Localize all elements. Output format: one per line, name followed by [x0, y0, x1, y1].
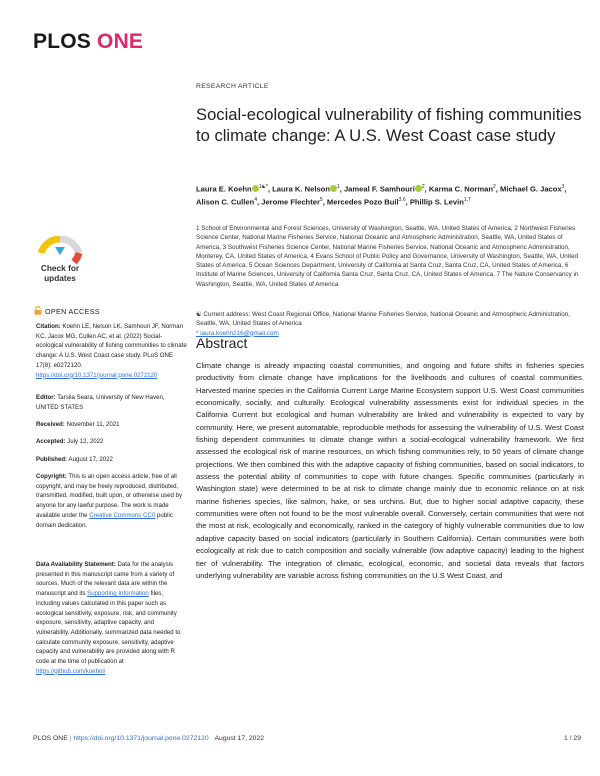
article-title: Social-ecological vulnerability of fishing communities to climate change: A U.S. West Coast case study: [196, 105, 582, 145]
abstract-heading: Abstract: [196, 335, 248, 351]
editor-block: Editor: Tarsila Seara, University of New Haven, UNITED STATES: [36, 394, 165, 411]
citation-doi-link[interactable]: https://doi.org/10.1371/journal.pone.0272120: [36, 371, 158, 379]
orcid-icon[interactable]: [252, 185, 259, 192]
received-block: Received: November 11, 2021: [36, 421, 120, 428]
affiliations: 1 School of Environmental and Forest Sciences, University of Washington, Seattle, WA, United States of America, 2 Northwest Fisheries Science Center, National Marine Fisheries Service, National Oceanic and Atmospheric Administration, Seattle, WA, United States of America, 3 Southwest Fisheries Science Center, National Marine Fisheries Service, National Oceanic and Atmospheric Administration, Monterey, CA, United States of America, 4 Evans School of Public Policy and Governance, University of Washington, Seattle, WA, United States of America, 5 Ocean Sciences Department, University of California at Santa Cruz, Santa Cruz, CA, United States of America, 6 Institute of Marine Sciences, University of California Santa Cruz, Santa Cruz, CA, United States of America, 7 The Nature Conservancy in Washington, Seattle, WA, United States of America: [196, 225, 579, 288]
check-for-updates-label[interactable]: Check for updates: [40, 263, 80, 283]
accepted-block: Accepted: July 12, 2022: [36, 438, 104, 445]
logo-plos: PLOS: [33, 30, 91, 53]
open-lock-icon: [34, 306, 42, 315]
citation-block: Citation: Koehn LE, Nelson LK, Samhouri JF, Norman KC, Jacox MG, Cullen AC, et al. (2022) Social-ecological vulnerability of fishing communities to climate change: A U.S. West Coast case study. PLoS ONE 17(8): e0272120. https://doi.org/10.1371/journal.pone.0272120: [36, 323, 187, 379]
copyright-block: Copyright: This is an open access article, free of all copyright, and may be freely reproduced, distributed, transmitted, modified, built upon, or otherwise used by anyone for any lawful purpose. The work is made available under the Creative Commons CC0 public domain dedication.: [36, 473, 182, 529]
abstract-body: Climate change is already impacting coastal communities, and ongoing and future shifts in fisheries species productivity from climate change have implications for the livelihoods and cultures of coastal communities. Harvested marine species in the California Current Large Marine Ecosystem support U.S. West Coast communities economically, socially, and culturally. Ecological vulnerability assessments exist for individual species in the California Current but ecological and human vulnerability are linked and vulnerability is expected to vary by community. Here, we present automatable, reproducible methods for assessing the vulnerability of U.S. West Coast fishing dependent communities to climate change within a social-ecological vulnerability framework. We first assessed the ecological risk of marine resources, on which fishing communities rely, to 50 years of climate change projections. We then combined this with the adaptive capacity of fishing communities, based on social indicators, to assess the potential ability of communities to cope with future changes. Specific communities (particularly in Washington state) were determined to be at risk to climate change mainly due to economic reliance on at risk marine fisheries species, like salmon, hake, or sea urchins. But, due to higher social adaptive capacity, these communities were often not found to be the most vulnerable overall. Conversely, certain communities that were not the most at risk, ecologically and economically, ranked in the category of highly vulnerable communities due to low adaptive capacity based on social indicators (particularly in Southern California). Certain communities were both ecologically at risk due to catch composition and socially vulnerable (low adaptive capacity) leading to the highest tier of vulnerability. The integration of climatic, ecological, economic, and societal data reveals that factors underlying vulnerability are variable across fishing communities on the U.S West Coast, and: [196, 361, 584, 580]
footer-doi-link[interactable]: https://doi.org/10.1371/journal.pone.0272120: [73, 735, 209, 742]
journal-logo[interactable]: [33, 30, 143, 54]
page-number: 1 / 29: [563, 735, 581, 742]
orcid-icon[interactable]: [415, 185, 422, 192]
published-block: Published: August 17, 2022: [36, 456, 113, 463]
github-link[interactable]: https://github.com/koehnl/: [36, 667, 106, 675]
supporting-information-link[interactable]: Supporting Information: [87, 590, 149, 598]
article-type: RESEARCH ARTICLE: [196, 83, 269, 90]
logo-one: ONE: [97, 30, 144, 53]
author-email-link[interactable]: * laura.koehn216@gmail.com: [196, 329, 279, 337]
current-address: ☯ Current address: West Coast Regional Office, National Marine Fisheries Service, National Oceanic and Atmospheric Administration, Seattle, WA, United States of America * laura.koehn216@gmail.com: [196, 311, 570, 337]
data-availability-block: Data Availability Statement: Data for the analysis presented in this manuscript came from a variety of sources. Much of the relevant data are within the manuscript and its Supporting Information files, including values calculated in this paper such as ecological sensitivity, exposure, risk, and community exposure, sensitivity, adaptive capacity, and vulnerability. Additionally, summarized data needed to calculate community exposure, sensitivity, adaptive capacity and vulnerability are provided along with R code at the time of publication at https://github.com/koehnl/: [36, 561, 181, 675]
author-list: Laura E. Koehn $^{1☯*}$, Laura K. Nelson $^1$, Jameal F. Samhouri $^2$, Karma C. Norman$^2$, Michael G. Jacox$^3$, Alison C. Cullen$^4$, Jerome Flechter$^5$, Mercedes Pozo Buil$^{3,6}$, Phillip S. Levin$^{1,7}$: [196, 184, 567, 207]
page-footer: PLOS ONE | https://doi.org/10.1371/journal.pone.0272120 August 17, 2022 1 / 29: [33, 735, 581, 742]
footer-journal: PLOS ONE: [33, 735, 68, 742]
orcid-icon[interactable]: [330, 185, 337, 192]
creative-commons-link[interactable]: Creative Commons CC0: [89, 511, 156, 519]
open-access-badge: OPEN ACCESS: [34, 306, 100, 316]
footer-date: August 17, 2022: [214, 735, 265, 742]
